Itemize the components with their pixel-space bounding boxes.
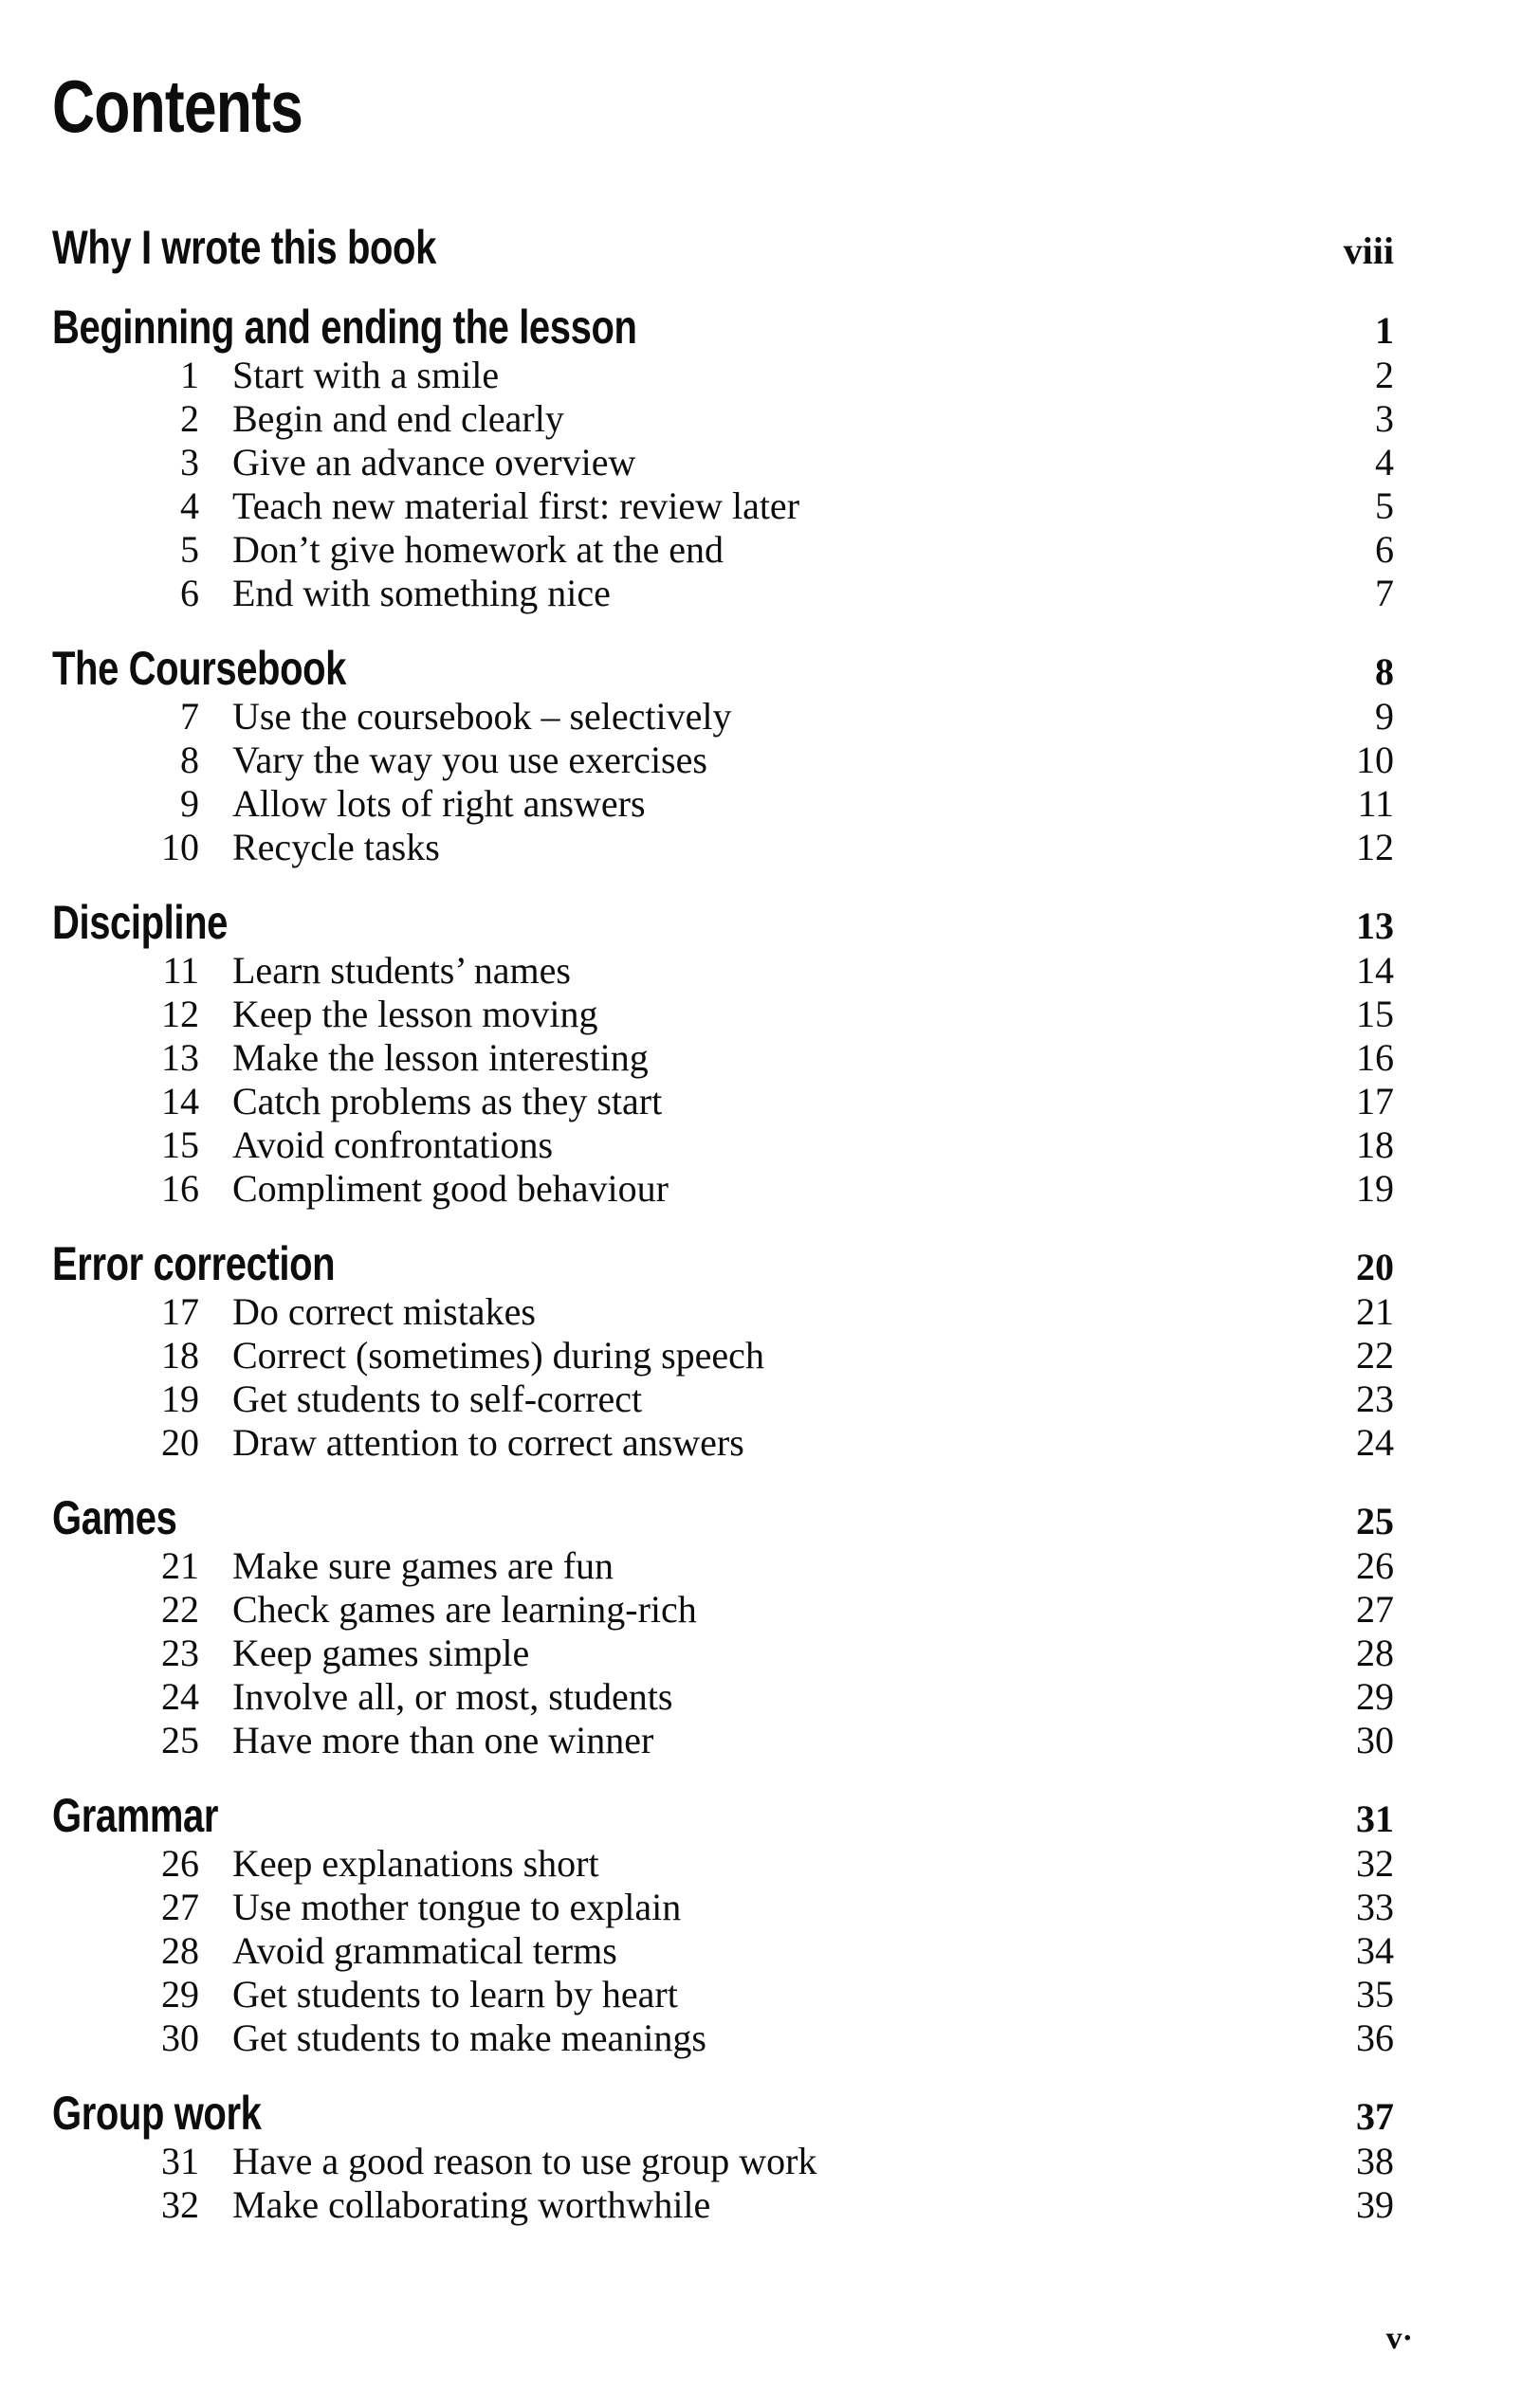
page-title: Contents [52,64,302,148]
toc-item-row [52,1588,1394,1632]
item-page-number: 10 [1356,739,1394,781]
item-title: Check games are learning-rich [232,1588,697,1631]
section-heading [52,1789,1299,1846]
item-title: End with something nice [232,572,611,614]
item-number: 29 [161,1973,199,2016]
item-number: 32 [161,2183,199,2226]
item-title: Make collaborating worthwhile [232,2183,711,2226]
section-page-number: 20 [1356,1246,1394,1288]
item-title: Keep the lesson moving [232,993,598,1035]
item-number: 20 [161,1421,199,1464]
toc-item-row [52,782,1394,826]
item-page-number: 2 [1375,354,1394,396]
item-page-number: 15 [1356,993,1394,1035]
toc-item-row [52,1080,1394,1123]
item-page-number: 39 [1356,2183,1394,2226]
item-title: Don’t give homework at the end [232,528,724,571]
item-page-number: 32 [1356,1842,1394,1885]
folio-page-number: v· [1385,2321,1413,2356]
toc-list [52,194,1394,2227]
item-page-number: 30 [1356,1719,1394,1761]
item-title: Avoid grammatical terms [232,1929,617,1972]
item-page-number: 18 [1356,1123,1394,1166]
section-heading-text: The Coursebook [52,642,346,695]
toc-item-row [52,1719,1394,1762]
toc-item-row [52,1290,1394,1334]
item-page-number: 27 [1356,1588,1394,1631]
item-title: Begin and end clearly [232,397,564,440]
item-number: 13 [161,1036,199,1079]
toc-section-row [52,896,1394,949]
toc-section-row [52,301,1394,354]
section-heading-text: Group work [52,2087,262,2140]
item-page-number: 23 [1356,1377,1394,1420]
item-title: Get students to learn by heart [232,1973,678,2016]
item-page-number: 33 [1356,1886,1394,1928]
item-page-number: 21 [1356,1290,1394,1333]
section-page-number: 25 [1356,1500,1394,1542]
item-page-number: 11 [1357,782,1394,825]
item-page-number: 34 [1356,1929,1394,1972]
item-page-number: 29 [1356,1675,1394,1718]
item-title: Compliment good behaviour [232,1167,669,1210]
item-title: Catch problems as they start [232,1080,663,1122]
item-number: 11 [162,949,199,992]
item-number: 30 [161,2016,199,2059]
item-number: 24 [161,1675,199,1718]
item-number: 15 [161,1123,199,1166]
item-title: Use mother tongue to explain [232,1886,682,1928]
item-page-number: 22 [1356,1334,1394,1377]
toc-item-row [52,528,1394,572]
item-number: 22 [161,1588,199,1631]
item-title: Learn students’ names [232,949,571,992]
section-heading-text: Error correction [52,1237,336,1290]
toc-item-row [52,1886,1394,1929]
item-page-number: 4 [1375,441,1394,483]
toc-item-row [52,397,1394,441]
toc-item-row [52,1036,1394,1080]
item-title: Make the lesson interesting [232,1036,649,1079]
item-number: 8 [180,739,199,781]
item-number: 17 [161,1290,199,1333]
section-heading [52,301,1299,357]
item-title: Draw attention to correct answers [232,1421,744,1464]
item-title: Get students to make meanings [232,2016,706,2059]
section-heading-text: Grammar [52,1789,219,1842]
item-number: 3 [180,441,199,483]
item-number: 5 [180,528,199,571]
toc-section-row [52,642,1394,695]
item-page-number: 14 [1356,949,1394,992]
item-title: Start with a smile [232,354,500,396]
item-title: Correct (sometimes) during speech [232,1334,764,1377]
item-title: Avoid confrontations [232,1123,554,1166]
item-number: 19 [161,1377,199,1420]
item-title: Do correct mistakes [232,1290,536,1333]
item-number: 18 [161,1334,199,1377]
item-page-number: 35 [1356,1973,1394,2016]
toc-section-row [52,1789,1394,1842]
section-heading-text: Games [52,1491,177,1544]
item-number: 10 [161,826,199,868]
toc-section-row [52,221,1394,274]
toc-item-row [52,826,1394,869]
section-page-number: 1 [1375,309,1394,352]
section-heading [52,1237,1299,1294]
item-number: 2 [180,397,199,440]
item-page-number: 26 [1356,1544,1394,1587]
toc-item-row [52,695,1394,739]
toc-item-row [52,484,1394,528]
item-page-number: 24 [1356,1421,1394,1464]
item-title: Teach new material first: review later [232,484,800,527]
section-page-number: 8 [1375,650,1394,693]
section-heading [52,221,1299,278]
toc-item-row [52,1842,1394,1886]
item-page-number: 38 [1356,2140,1394,2182]
item-number: 7 [180,695,199,738]
item-title: Keep games simple [232,1632,530,1674]
item-number: 12 [161,993,199,1035]
item-number: 25 [161,1719,199,1761]
item-number: 9 [180,782,199,825]
item-title: Vary the way you use exercises [232,739,707,781]
item-page-number: 19 [1356,1167,1394,1210]
item-number: 6 [180,572,199,614]
item-title: Make sure games are fun [232,1544,614,1587]
toc-item-row [52,739,1394,782]
section-heading [52,2087,1299,2143]
toc-item-row [52,993,1394,1036]
toc-section-row [52,1491,1394,1544]
item-title: Use the coursebook – selectively [232,695,732,738]
section-heading-text: Why I wrote this book [52,221,436,274]
item-title: Recycle tasks [232,826,440,868]
toc-item-row [52,2140,1394,2183]
section-heading [52,1491,1299,1548]
item-number: 14 [161,1080,199,1122]
toc-item-row [52,1632,1394,1675]
item-number: 26 [161,1842,199,1885]
toc-item-row [52,1377,1394,1421]
item-page-number: 12 [1356,826,1394,868]
item-page-number: 7 [1375,572,1394,614]
toc-item-row [52,1167,1394,1211]
item-number: 1 [180,354,199,396]
item-title: Have a good reason to use group work [232,2140,817,2182]
toc-item-row [52,2016,1394,2060]
toc-item-row [52,441,1394,484]
toc-item-row [52,1929,1394,1973]
item-number: 23 [161,1632,199,1674]
section-heading [52,896,1299,953]
item-page-number: 36 [1356,2016,1394,2059]
item-number: 16 [161,1167,199,1210]
section-page-number: viii [1343,229,1394,272]
section-heading-text: Discipline [52,896,228,949]
toc-item-row [52,1334,1394,1377]
toc-item-row [52,1421,1394,1465]
toc-item-row [52,572,1394,615]
toc-section-row [52,2087,1394,2140]
section-page-number: 37 [1356,2095,1394,2138]
toc-item-row [52,1973,1394,2016]
section-page-number: 31 [1356,1797,1394,1840]
toc-item-row [52,354,1394,397]
toc-item-row [52,1544,1394,1588]
item-title: Give an advance overview [232,441,636,483]
toc-item-row [52,2183,1394,2227]
toc-section-row [52,1237,1394,1290]
item-number: 31 [161,2140,199,2182]
section-heading [52,642,1299,699]
toc-item-row [52,1675,1394,1719]
toc-item-row [52,1123,1394,1167]
section-page-number: 13 [1356,904,1394,947]
item-page-number: 16 [1356,1036,1394,1079]
item-title: Allow lots of right answers [232,782,646,825]
section-heading-text: Beginning and ending the lesson [52,301,637,354]
item-page-number: 3 [1375,397,1394,440]
item-title: Have more than one winner [232,1719,654,1761]
item-number: 27 [161,1886,199,1928]
item-number: 28 [161,1929,199,1972]
item-page-number: 6 [1375,528,1394,571]
item-title: Get students to self-correct [232,1377,643,1420]
toc-item-row [52,949,1394,993]
item-number: 4 [180,484,199,527]
item-page-number: 9 [1375,695,1394,738]
item-title: Involve all, or most, students [232,1675,673,1718]
item-page-number: 5 [1375,484,1394,527]
item-page-number: 28 [1356,1632,1394,1674]
item-number: 21 [161,1544,199,1587]
item-title: Keep explanations short [232,1842,599,1885]
item-page-number: 17 [1356,1080,1394,1122]
